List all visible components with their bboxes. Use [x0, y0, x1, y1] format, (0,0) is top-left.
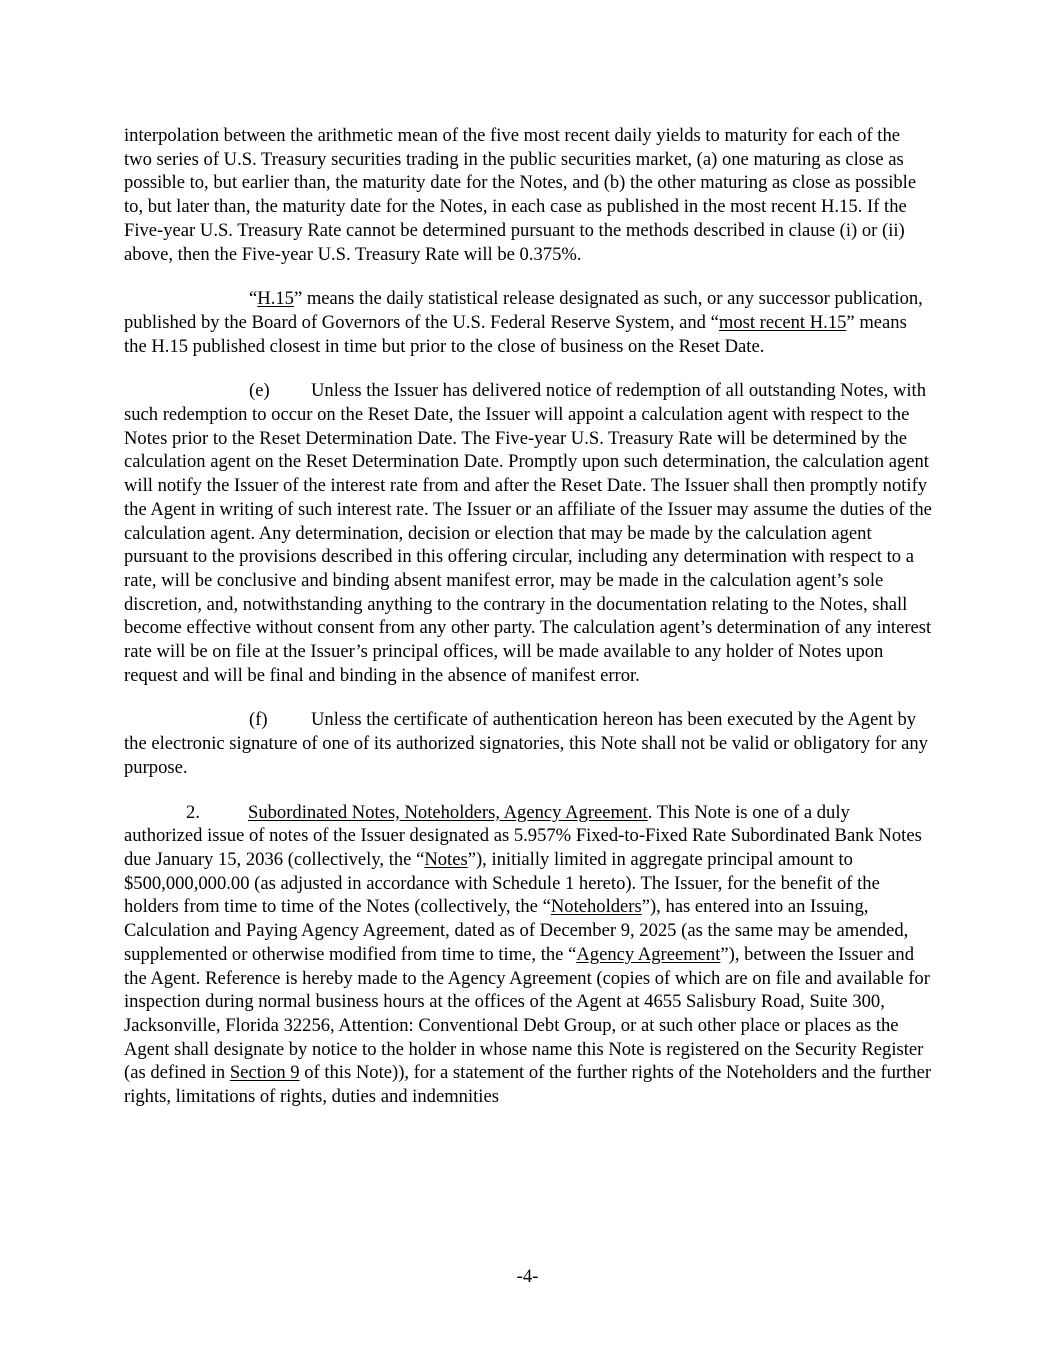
section-reference: Section 9: [229, 1062, 300, 1084]
paragraph-gap: [124, 358, 932, 379]
paragraph-text: ”), between the Issuer and the Agent. Reference is hereby made to the Agency Agreement (copies of which are on file and available for inspection during normal business hours at the offices of the Agent at 4655 Salisbury Road, Suite 300, Jacksonville, Florida 32256, Attention: Conventional Debt Group, or at such other place or places as the Agent shall designate by notice to the holder in whose name this Note is registered on the Security Register (as defined in: [124, 943, 930, 1084]
paragraph-gap: [124, 687, 932, 708]
paragraph-text: ”), has entered into an Issuing, Calculation and Paying Agency Agreement, dated as of December 9, 2025 (as the same may be amended, supplemented or otherwise modified from time to time, the “: [124, 896, 909, 965]
section-number: 2.: [186, 801, 200, 823]
paragraph-gap: [124, 266, 932, 287]
section-heading: Subordinated Notes, Noteholders, Agency Agreement: [248, 801, 648, 823]
paragraph-text: ” means the H.15 published closest in time but prior to the close of business on the Reset Date.: [124, 311, 907, 357]
paragraph-gap: [124, 780, 932, 801]
paragraph-text: Unless the certificate of authentication hereon has been executed by the Agent by the electronic signature of one of its authorized signatories, this Note shall not be valid or obligatory for any purpose.: [124, 709, 928, 778]
open-quote: “: [249, 288, 258, 310]
clause-label: (f): [249, 709, 268, 731]
defined-term-most-recent-h15: most recent H.15: [718, 311, 847, 333]
paragraph-text: of this Note)), for a statement of the further rights of the Noteholders and the further rights, limitations of rights, duties and indemnities: [124, 1062, 932, 1108]
paragraph-section-2: [124, 801, 932, 1109]
paragraph-text: interpolation between the arithmetic mean of the five most recent daily yields to maturity for each of the two series of U.S. Treasury securities trading in the public securities market, (a) one maturing as close as possible to, but earlier than, the maturity date for the Notes, and (b) the other maturing as close as possible to, but later than, the maturity date for the Notes, in each case as published in the most recent H.15. If the Five-year U.S. Treasury Rate cannot be determined pursuant to the methods described in clause (i) or (ii) above, then the Five-year U.S. Treasury Rate will be 0.375%.: [124, 125, 917, 265]
paragraph-e-calculation-agent: [124, 379, 932, 687]
paragraph-h15-definition: [124, 287, 932, 358]
defined-term-h15: H.15: [257, 288, 294, 310]
clause-label: (e): [249, 380, 270, 402]
document-page: [124, 124, 932, 1109]
paragraph-text: Unless the Issuer has delivered notice of redemption of all outstanding Notes, with such redemption to occur on the Reset Date, the Issuer will appoint a calculation agent with respect to the Notes prior to the Reset Determination Date. The Five-year U.S. Treasury Rate will be determined by the calculation agent on the Reset Determination Date. Promptly upon such determination, the calculation agent will notify the Issuer of the interest rate from and after the Reset Date. The Issuer shall then promptly notify the Agent in writing of such interest rate. The Issuer or an affiliate of the Issuer may assume the duties of the calculation agent. Any determination, decision or election that may be made by the calculation agent pursuant to the provisions described in this offering circular, including any determination with respect to a rate, will be conclusive and binding absent manifest error, may be made in the calculation agent’s sole discretion, and, notwithstanding anything to the contrary in the documentation relating to the Notes, shall become effective without consent from any other party. The calculation agent’s determination of any interest rate will be on file at the Issuer’s principal offices, will be made available to any holder of Notes upon request and will be final and binding in the absence of manifest error.: [124, 380, 932, 686]
paragraph-text: . This Note is one of a duly authorized issue of notes of the Issuer designated as 5.957% Fixed-to-Fixed Rate Subordinated Bank Notes due January 15, 2036 (collectively, the “: [124, 801, 922, 870]
paragraph-interpolation: [124, 124, 932, 266]
paragraph-text: ” means the daily statistical release designated as such, or any successor publication, published by the Board of Governors of the U.S. Federal Reserve System, and “: [124, 288, 923, 333]
defined-term-notes: Notes: [424, 848, 468, 870]
page-number: -4-: [516, 1266, 539, 1287]
paragraph-text: ”), initially limited in aggregate principal amount to $500,000,000.00 (as adjusted in accordance with Schedule 1 hereto). The Issuer, for the benefit of the holders from time to time of the Notes (collectively, the “: [124, 848, 880, 918]
defined-term-noteholders: Noteholders: [550, 896, 642, 918]
defined-term-agency-agreement: Agency Agreement: [576, 943, 721, 965]
paragraph-f-authentication: [124, 708, 932, 779]
